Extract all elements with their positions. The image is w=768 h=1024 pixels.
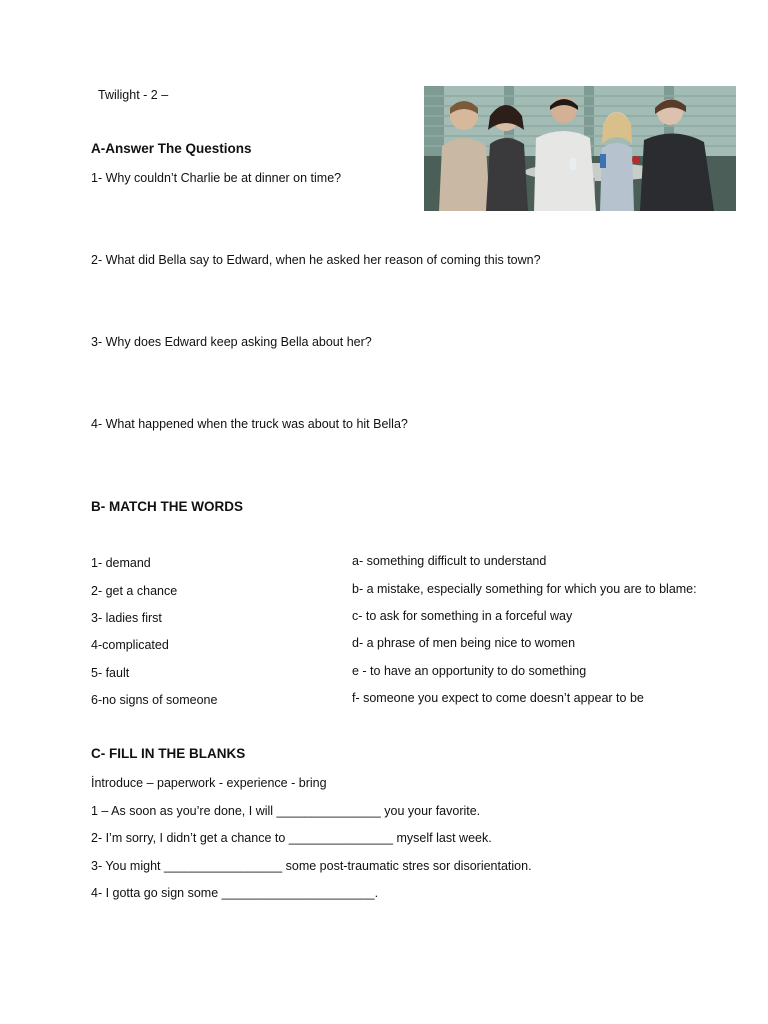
match-definition-a: a- something difficult to understand: [352, 554, 547, 568]
fill-sentence-2: 2- I’m sorry, I didn’t get a chance to _______________ myself last week.: [91, 831, 492, 845]
worksheet-title: Twilight - 2 –: [98, 88, 169, 102]
fill-sentence-1: 1 – As soon as you’re done, I will _______________ you your favorite.: [91, 804, 481, 818]
section-b-heading: B- MATCH THE WORDS: [91, 499, 243, 514]
section-c-heading: C- FILL IN THE BLANKS: [91, 746, 246, 761]
match-word-5: 5- fault: [91, 666, 130, 680]
match-word-1: 1- demand: [91, 556, 151, 570]
match-definition-e: e - to have an opportunity to do something: [352, 664, 587, 678]
word-bank: İntroduce – paperwork - experience - bring: [91, 776, 327, 790]
movie-still-photo: [424, 86, 736, 211]
section-a-heading: A-Answer The Questions: [91, 141, 252, 156]
match-word-2: 2- get a chance: [91, 584, 178, 598]
question-2: 2- What did Bella say to Edward, when he asked her reason of coming this town?: [91, 253, 541, 267]
question-3: 3- Why does Edward keep asking Bella about her?: [91, 335, 372, 349]
question-4: 4- What happened when the truck was about to hit Bella?: [91, 417, 408, 431]
match-word-6: 6-no signs of someone: [91, 693, 218, 707]
match-definition-d: d- a phrase of men being nice to women: [352, 636, 576, 650]
match-word-4: 4-complicated: [91, 638, 169, 652]
fill-sentence-3: 3- You might _________________ some post-traumatic stres sor disorientation.: [91, 859, 532, 873]
question-1: 1- Why couldn’t Charlie be at dinner on time?: [91, 171, 342, 185]
match-definition-f: f- someone you expect to come doesn’t appear to be: [352, 691, 644, 705]
match-definition-c: c- to ask for something in a forceful way: [352, 609, 573, 623]
match-definition-b: b- a mistake, especially something for which you are to blame:: [352, 582, 697, 596]
cafeteria-scene-image: [424, 86, 736, 211]
fill-sentence-4: 4- I gotta go sign some ______________________.: [91, 886, 379, 900]
match-word-3: 3- ladies first: [91, 611, 162, 625]
